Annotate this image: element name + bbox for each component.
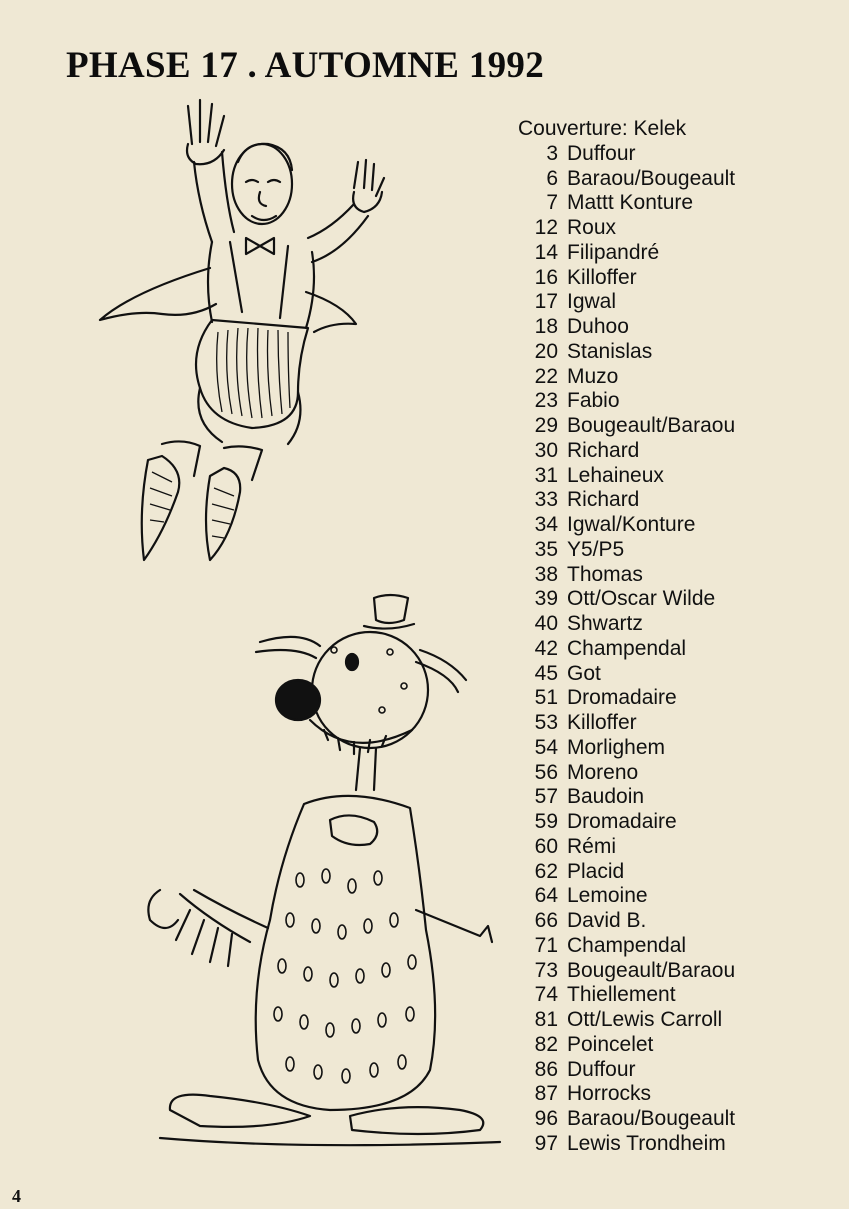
entry-page-number: 59 — [534, 810, 558, 833]
entry-author: Champendal — [567, 933, 687, 957]
contents-entry — [518, 1058, 735, 1083]
entry-page-number: 14 — [534, 240, 558, 264]
entry-author: Richard — [567, 488, 640, 512]
entry-author: Lehaineux — [567, 463, 664, 487]
page-title: PHASE 17 . AUTOMNE 1992 — [66, 45, 545, 86]
contents-entry — [518, 983, 735, 1008]
page-number: 4 — [12, 1186, 21, 1206]
entry-page-number: 35 — [534, 537, 558, 561]
entry-author: Mattt Konture — [567, 191, 694, 215]
contents-entry — [518, 389, 735, 414]
entry-author: Richard — [567, 438, 640, 462]
entry-author: Dromadaire — [567, 686, 677, 710]
contents-entry — [518, 142, 735, 167]
contents-entry — [518, 216, 735, 241]
contents-entry — [518, 860, 735, 885]
entry-author: Stanislas — [567, 339, 653, 363]
entry-author: Lemoine — [567, 884, 648, 908]
entry-page-number: 97 — [534, 1131, 558, 1155]
jumping-man-illustration — [92, 92, 402, 572]
entry-page-number: 39 — [534, 587, 558, 611]
entry-author: Ott/Oscar Wilde — [567, 587, 716, 611]
entry-page-number: 45 — [534, 661, 558, 685]
entry-page-number: 18 — [534, 315, 558, 338]
entry-page-number: 20 — [534, 339, 558, 363]
entry-page-number: 6 — [546, 166, 558, 190]
entry-page-number: 31 — [534, 463, 558, 487]
entry-page-number: 34 — [534, 513, 558, 536]
contents-entry — [518, 414, 735, 439]
contents-entry — [518, 884, 735, 909]
contents-entry — [518, 241, 735, 266]
entry-author: Champendal — [567, 636, 687, 660]
contents-entry — [518, 1107, 735, 1132]
cover-credit: Couverture: Kelek — [518, 117, 687, 140]
entry-author: Roux — [567, 216, 617, 239]
contents-entry — [518, 686, 735, 711]
entry-author: Got — [567, 661, 601, 685]
entry-page-number: 66 — [534, 909, 558, 932]
entry-page-number: 73 — [534, 958, 558, 982]
contents-entry — [518, 909, 735, 934]
contents-entry — [518, 340, 735, 365]
contents-entry — [518, 637, 735, 662]
entry-author: Placid — [567, 859, 625, 883]
contents-entry — [518, 488, 735, 513]
entry-author: Dromadaire — [567, 810, 677, 833]
entry-page-number: 64 — [534, 884, 558, 908]
entry-page-number: 3 — [546, 141, 558, 165]
contents-entry — [518, 563, 735, 588]
contents-entry — [518, 785, 735, 810]
contents-entry — [518, 1008, 735, 1033]
entry-page-number: 82 — [534, 1032, 558, 1056]
entry-page-number: 74 — [534, 983, 558, 1007]
contents-entry — [518, 464, 735, 489]
entry-page-number: 38 — [534, 562, 558, 586]
entry-author: Killoffer — [567, 711, 637, 734]
contents-entry — [518, 612, 735, 637]
entry-author: Rémi — [567, 834, 617, 858]
contents-entry — [518, 513, 735, 538]
entry-page-number: 60 — [534, 834, 558, 858]
entry-page-number: 23 — [534, 389, 558, 413]
entry-page-number: 81 — [534, 1008, 558, 1031]
entry-author: Moreno — [567, 760, 639, 784]
entry-author: Shwartz — [567, 612, 643, 635]
entry-page-number: 53 — [534, 711, 558, 734]
entry-page-number: 54 — [534, 735, 558, 759]
entry-author: Fabio — [567, 389, 620, 413]
contents-entry — [518, 810, 735, 835]
entry-page-number: 56 — [534, 760, 558, 784]
clown-illustration — [120, 590, 520, 1150]
contents-entry — [518, 538, 735, 563]
entry-author: Duffour — [567, 1057, 636, 1081]
entry-author: Killoffer — [567, 265, 637, 289]
entry-author: Horrocks — [567, 1082, 652, 1106]
entry-page-number: 96 — [534, 1107, 558, 1130]
contents-entry — [518, 736, 735, 761]
contents-list — [518, 117, 735, 1157]
entry-page-number: 40 — [534, 612, 558, 635]
contents-entry — [518, 934, 735, 959]
entry-author: Igwal — [567, 290, 617, 314]
entry-page-number: 33 — [534, 488, 558, 512]
entry-author: Filipandré — [567, 240, 660, 264]
entry-page-number: 30 — [534, 438, 558, 462]
contents-entry — [518, 761, 735, 786]
entry-author: Baraou/Bougeault — [567, 1107, 736, 1130]
contents-entry — [518, 266, 735, 291]
entry-page-number: 87 — [534, 1082, 558, 1106]
entry-author: Y5/P5 — [567, 537, 625, 561]
entry-author: Bougeault/Baraou — [567, 958, 736, 982]
entry-page-number: 51 — [534, 686, 558, 710]
entry-author: Duhoo — [567, 315, 629, 338]
entry-page-number: 22 — [534, 364, 558, 388]
entry-author: Bougeault/Baraou — [567, 414, 736, 437]
entry-author: Thomas — [567, 562, 643, 586]
entry-page-number: 7 — [546, 191, 558, 215]
contents-entry — [518, 1082, 735, 1107]
contents-entry — [518, 439, 735, 464]
entry-author: Ott/Lewis Carroll — [567, 1008, 723, 1031]
entry-page-number: 17 — [534, 290, 558, 314]
contents-entry — [518, 662, 735, 687]
entry-author: Morlighem — [567, 735, 666, 759]
entry-page-number: 42 — [534, 636, 558, 660]
entry-author: Muzo — [567, 364, 619, 388]
entry-author: Lewis Trondheim — [567, 1131, 726, 1155]
entry-author: Duffour — [567, 141, 636, 165]
contents-entry — [518, 365, 735, 390]
contents-entry — [518, 835, 735, 860]
contents-entry — [518, 290, 735, 315]
entry-author: Igwal/Konture — [567, 513, 696, 536]
entry-author: David B. — [567, 909, 647, 932]
entry-author: Baraou/Bougeault — [567, 166, 736, 190]
contents-entries — [518, 142, 735, 1157]
contents-entry — [518, 1132, 735, 1157]
entry-page-number: 86 — [534, 1057, 558, 1081]
entry-page-number: 57 — [534, 785, 558, 809]
contents-entry — [518, 587, 735, 612]
contents-entry — [518, 191, 735, 216]
contents-entry — [518, 711, 735, 736]
entry-author: Poincelet — [567, 1032, 654, 1056]
contents-entry — [518, 1033, 735, 1058]
entry-page-number: 71 — [534, 933, 558, 957]
contents-entry — [518, 959, 735, 984]
entry-author: Thiellement — [567, 983, 676, 1007]
entry-author: Baudoin — [567, 785, 645, 809]
contents-entry — [518, 315, 735, 340]
entry-page-number: 16 — [534, 265, 558, 289]
entry-page-number: 12 — [534, 216, 558, 239]
contents-entry — [518, 167, 735, 192]
entry-page-number: 29 — [534, 414, 558, 437]
entry-page-number: 62 — [534, 859, 558, 883]
